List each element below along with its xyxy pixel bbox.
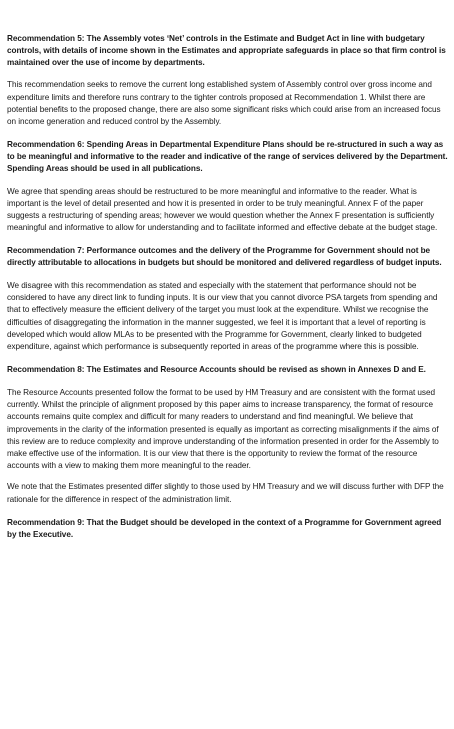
recommendation-8-heading: Recommendation 8: The Estimates and Resource Accounts should be revised as shown in Annexes D and E.: [7, 365, 426, 375]
recommendation-7-heading: Recommendation 7: Performance outcomes and the delivery of the Programme for Government should not be directly attributable to allocations in budgets but should be monitored and delivered regardless of budget inputs.: [7, 246, 442, 268]
recommendation-9-heading: Recommendation 9: That the Budget should be developed in the context of a Programme for Government agreed by the Executive.: [7, 517, 442, 539]
recommendation-8-note: We note that the Estimates presented differ slightly to those used by HM Treasury and we will discuss further with DFP the rationale for the difference in respect of the administration limit.: [7, 482, 444, 504]
recommendation-5-heading: Recommendation 5: The Assembly votes ‘Net’ controls in the Estimate and Budget Act in line with budgetary controls, with details of income shown in the Estimates and appropriate safeguards in place so that firm control is maintained over the use of income by departments.: [7, 34, 446, 67]
recommendation-6-response: We agree that spending areas should be restructured to be more meaningful and informative to the reader. What is important is the level of detail presented and how it is presented in order to be truly meaningful. Annex F of the paper suggests a restructuring of spending areas; however we would question whether the Annex F presentation is sufficiently meaningful and informative to allow for understanding and to facilitate informed and effective debate at the budget stage.: [7, 186, 438, 233]
recommendation-6-heading: Recommendation 6: Spending Areas in Departmental Expenditure Plans should be re-structured in such a way as to be meaningful and informative to the reader and indicative of the range of services delivered by the Department. Spending Areas should be used in all publications.: [7, 140, 448, 173]
recommendation-7-response: We disagree with this recommendation as stated and especially with the statement that performance should not be considered to have any direct link to funding inputs. It is our view that you cannot divorce PSA targets from spending and that to effectively measure the efficient delivery of the target you must look at the expenditure. Whilst we recognise the difficulties of disaggregating the information in the manner suggested, we feel it is important that a level of reporting is developed which would allow MLAs to be presented with the Programme for Government, clearly linked to budgeted expenditure, against which performance is subsequently reported in areas of the programme where this is possible.: [7, 281, 438, 352]
recommendation-8-response: The Resource Accounts presented follow the format to be used by HM Treasury and are consistent with the format used currently. Whilst the principle of alignment proposed by this paper aims to increase transparency, the format of resource accounts remains quite complex and difficult for many readers to understand and find meaningful. We believe that improvements in the clarity of the information presented is equally as important as correcting misalignments if the aims of this review are to reduce complexity and improve understanding of the information presented in order for the Assembly to make effective use of the information. It is our view that there is the opportunity to review the format of the resource accounts with a view to making them more meaningful to the reader.: [7, 388, 439, 471]
recommendation-5-response: This recommendation seeks to remove the current long established system of Assembly control over gross income and expenditure limits and therefore runs contrary to the tighter controls proposed at Recommendation 1. Whilst there are potential benefits to the proposed change, there are also some significant risks which could arise from an increased focus on income generation and reduced control by the Assembly.: [7, 80, 441, 126]
